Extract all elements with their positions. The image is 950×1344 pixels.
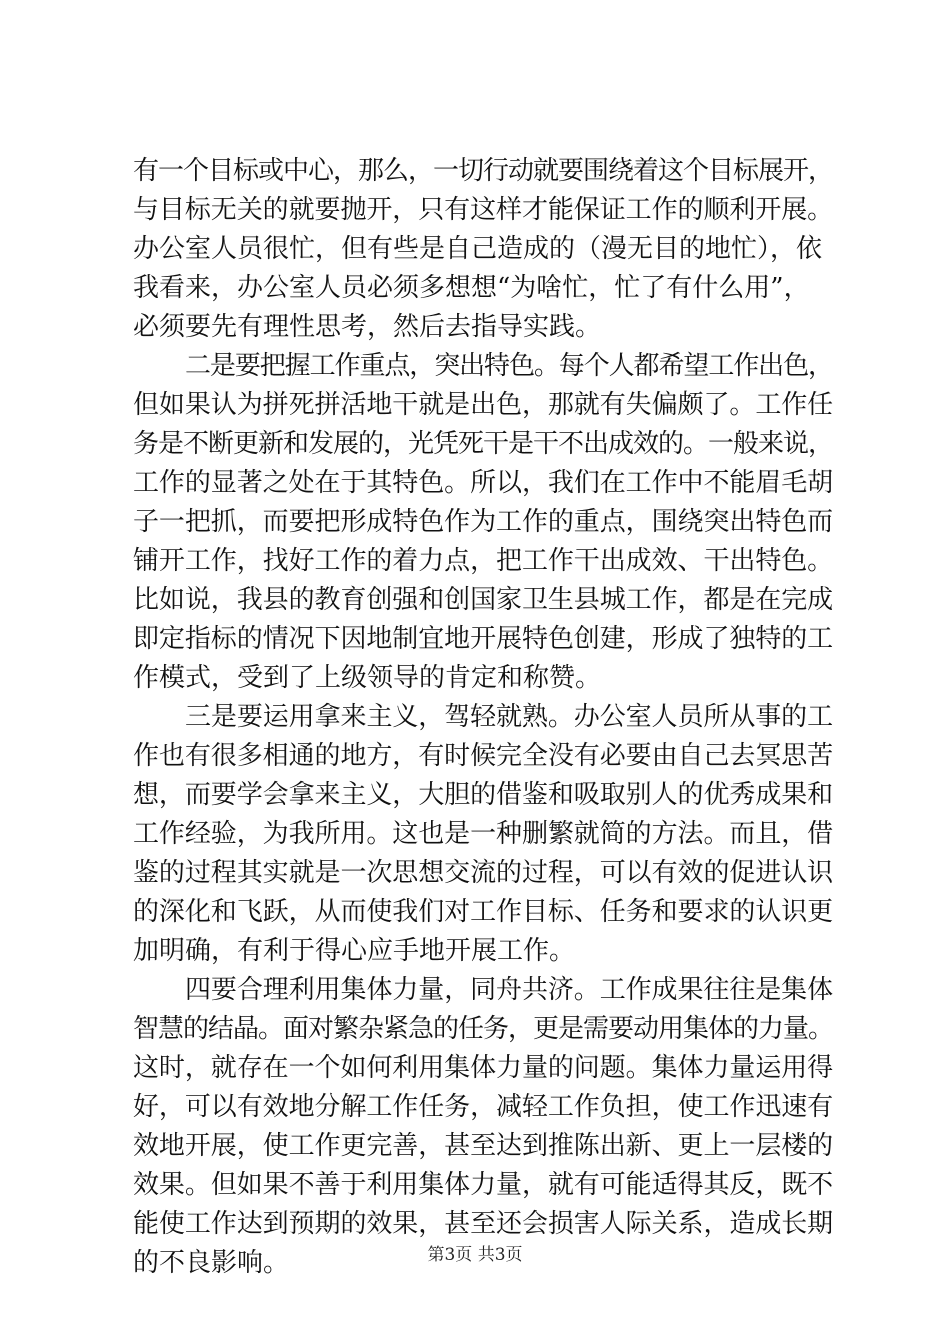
text-line: 子一把抓，而要把形成特色作为工作的重点，围绕突出特色而 bbox=[133, 507, 833, 537]
text-line: 作模式，受到了上级领导的肯定和称赞。 bbox=[133, 663, 602, 693]
text-line: 加明确，有利于得心应手地开展工作。 bbox=[133, 936, 576, 966]
text-line: 铺开工作，找好工作的着力点，把工作干出成效、干出特色。 bbox=[133, 546, 833, 576]
text-line: 二是要把握工作重点，突出特色。每个人都希望工作出色， bbox=[185, 351, 833, 381]
page-footer: 第3页 共3页 bbox=[427, 1245, 523, 1265]
text-line: 但如果认为拼死拼活地干就是出色，那就有失偏颇了。工作任 bbox=[133, 390, 833, 420]
text-line: 能使工作达到预期的效果，甚至还会损害人际关系，造成长期 bbox=[133, 1209, 833, 1239]
text-line: 鉴的过程其实就是一次思想交流的过程，可以有效的促进认识 bbox=[133, 858, 833, 888]
text-line: 智慧的结晶。面对繁杂紧急的任务，更是需要动用集体的力量。 bbox=[133, 1014, 833, 1044]
text-line: 三是要运用拿来主义，驾轻就熟。办公室人员所从事的工 bbox=[185, 702, 833, 732]
text-line: 的深化和飞跃，从而使我们对工作目标、任务和要求的认识更 bbox=[133, 897, 833, 927]
text-line: 四要合理利用集体力量，同舟共济。工作成果往往是集体 bbox=[185, 975, 833, 1005]
text-line: 必须要先有理性思考，然后去指导实践。 bbox=[133, 312, 602, 342]
text-line: 办公室人员很忙，但有些是自己造成的（漫无目的地忙），依 bbox=[133, 234, 823, 264]
text-line: 我看来，办公室人员必须多想想“为啥忙，忙了有什么用”， bbox=[133, 273, 810, 303]
document-body bbox=[133, 152, 833, 1283]
text-line: 效果。但如果不善于利用集体力量，就有可能适得其反，既不 bbox=[133, 1170, 833, 1200]
text-line: 作也有很多相通的地方，有时候完全没有必要由自己去冥思苦 bbox=[133, 741, 833, 771]
text-line: 即定指标的情况下因地制宜地开展特色创建，形成了独特的工 bbox=[133, 624, 833, 654]
text-line: 好，可以有效地分解工作任务，减轻工作负担，使工作迅速有 bbox=[133, 1092, 833, 1122]
text-line: 务是不断更新和发展的，光凭死干是干不出成效的。一般来说， bbox=[133, 429, 833, 459]
text-line: 有一个目标或中心，那么，一切行动就要围绕着这个目标展开， bbox=[133, 156, 833, 186]
text-line: 工作经验，为我所用。这也是一种删繁就简的方法。而且，借 bbox=[133, 819, 833, 849]
text-line: 想，而要学会拿来主义，大胆的借鉴和吸取别人的优秀成果和 bbox=[133, 780, 833, 810]
text-line: 工作的显著之处在于其特色。所以，我们在工作中不能眉毛胡 bbox=[133, 468, 833, 498]
text-line: 比如说，我县的教育创强和创国家卫生县城工作，都是在完成 bbox=[133, 585, 833, 615]
text-line: 效地开展，使工作更完善，甚至达到推陈出新、更上一层楼的 bbox=[133, 1131, 833, 1161]
text-line: 与目标无关的就要抛开，只有这样才能保证工作的顺利开展。 bbox=[133, 195, 833, 225]
text-line: 这时，就存在一个如何利用集体力量的问题。集体力量运用得 bbox=[133, 1053, 833, 1083]
text-line: 的不良影响。 bbox=[133, 1248, 290, 1278]
